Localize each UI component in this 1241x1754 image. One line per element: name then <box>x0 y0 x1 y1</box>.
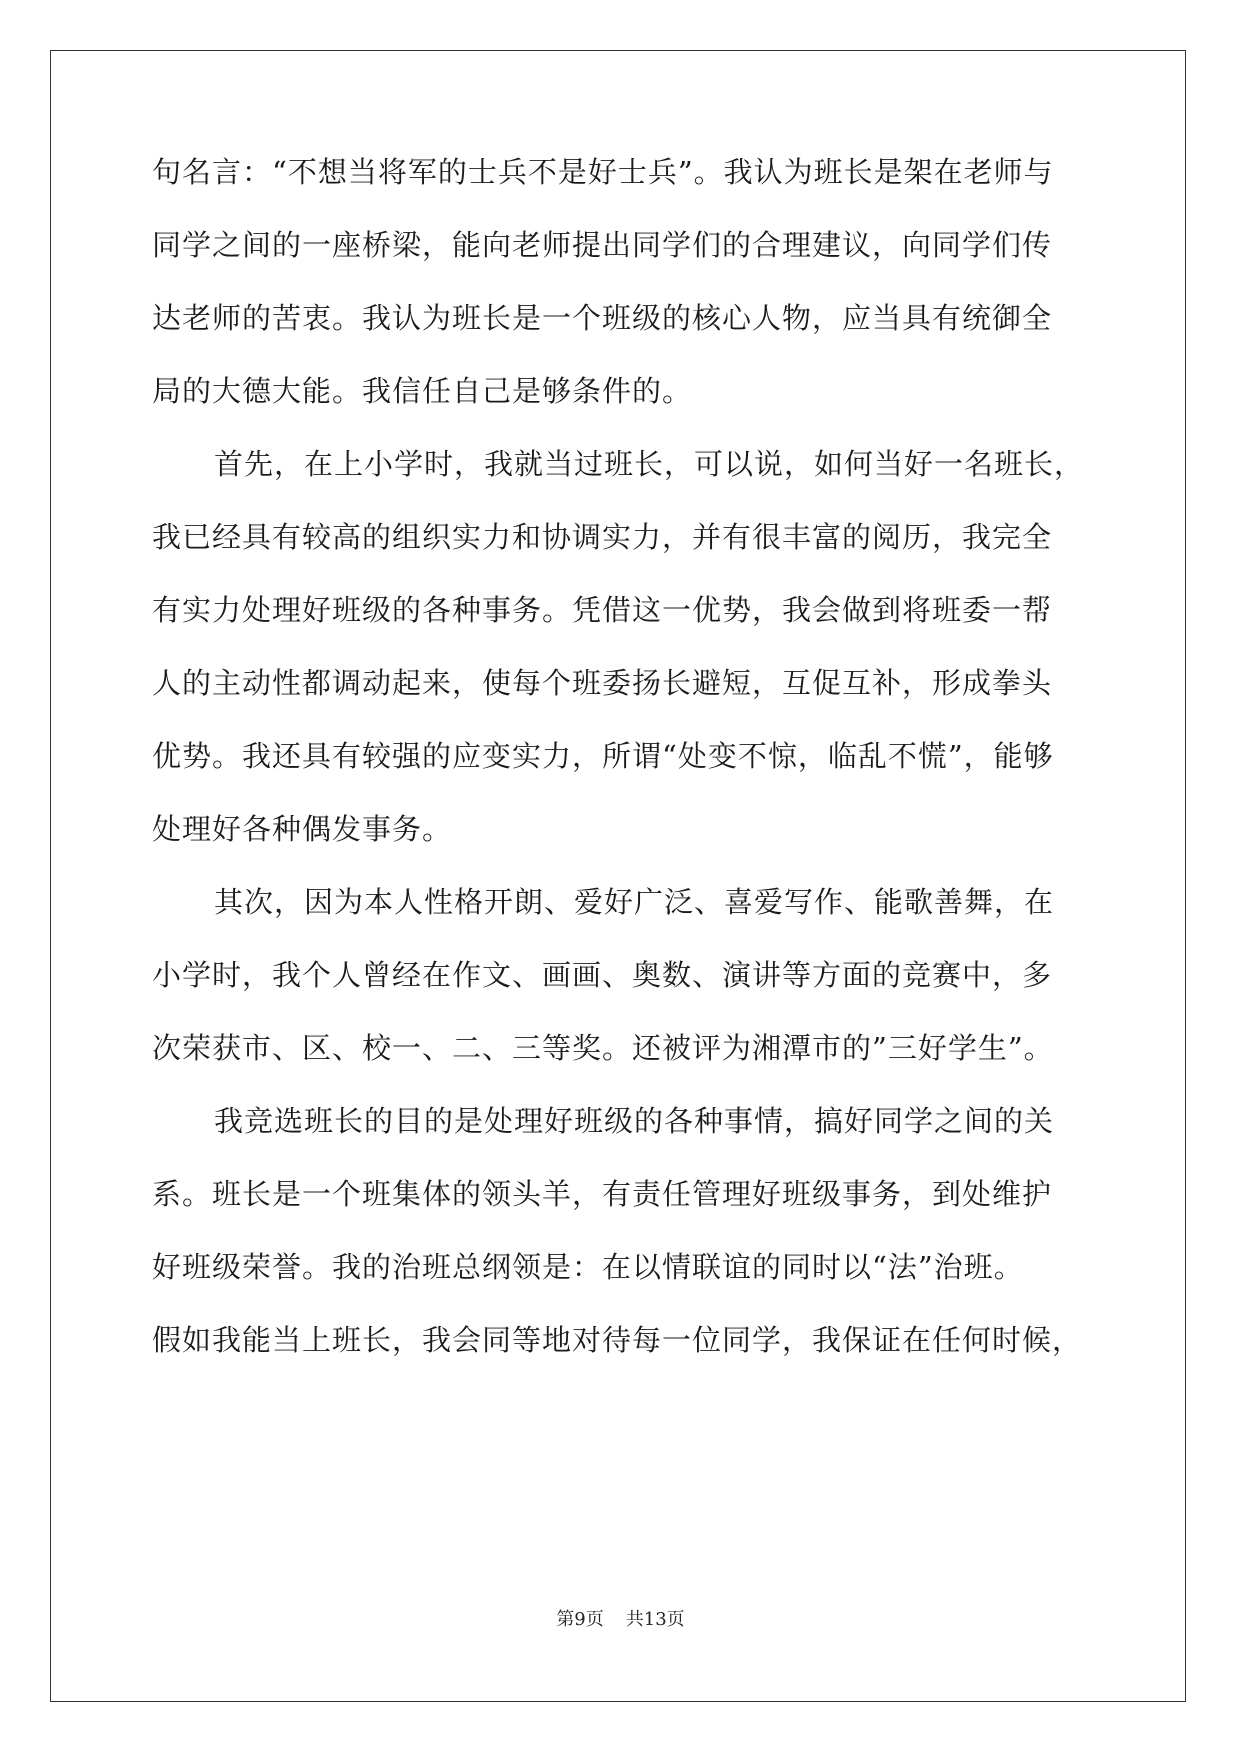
text-line: 我已经具有较高的组织实力和协调实力，并有很丰富的阅历，我完全 <box>152 520 1053 554</box>
page-number: 第9页 <box>556 1609 604 1630</box>
text-line: 小学时，我个人曾经在作文、画画、奥数、演讲等方面的竞赛中，多 <box>152 958 1053 992</box>
page-total: 共13页 <box>625 1609 685 1630</box>
text-line: 次荣获市、区、校一、二、三等奖。还被评为湘潭市的”三好学生”。 <box>152 1031 1054 1065</box>
text-line: 人的主动性都调动起来，使每个班委扬长避短，互促互补，形成拳头 <box>152 666 1053 700</box>
page-footer <box>0 1608 1241 1632</box>
text-line: 好班级荣誉。我的治班总纲领是：在以情联谊的同时以“法”治班。 <box>152 1250 1024 1284</box>
text-line: 假如我能当上班长，我会同等地对待每一位同学，我保证在任何时候， <box>152 1323 1083 1357</box>
text-line: 达老师的苦衷。我认为班长是一个班级的核心人物，应当具有统御全 <box>152 301 1053 335</box>
paragraph-first-line: 首先，在上小学时，我就当过班长，可以说，如何当好一名班长， <box>214 447 1085 481</box>
text-line: 有实力处理好班级的各种事务。凭借这一优势，我会做到将班委一帮 <box>152 593 1053 627</box>
text-line: 句名言：“不想当将军的士兵不是好士兵”。我认为班长是架在老师与 <box>152 155 1054 189</box>
text-line: 同学之间的一座桥梁，能向老师提出同学们的合理建议，向同学们传 <box>152 228 1053 262</box>
paragraph-first-line: 其次，因为本人性格开朗、爱好广泛、喜爱写作、能歌善舞，在 <box>214 885 1055 919</box>
text-line: 优势。我还具有较强的应变实力，所谓“处变不惊，临乱不慌”，能够 <box>152 739 1054 773</box>
text-line: 系。班长是一个班集体的领头羊，有责任管理好班级事务，到处维护 <box>152 1177 1053 1211</box>
text-line: 处理好各种偶发事务。 <box>152 812 453 846</box>
text-line: 局的大德大能。我信任自己是够条件的。 <box>152 374 693 408</box>
paragraph-first-line: 我竞选班长的目的是处理好班级的各种事情，搞好同学之间的关 <box>214 1104 1055 1138</box>
